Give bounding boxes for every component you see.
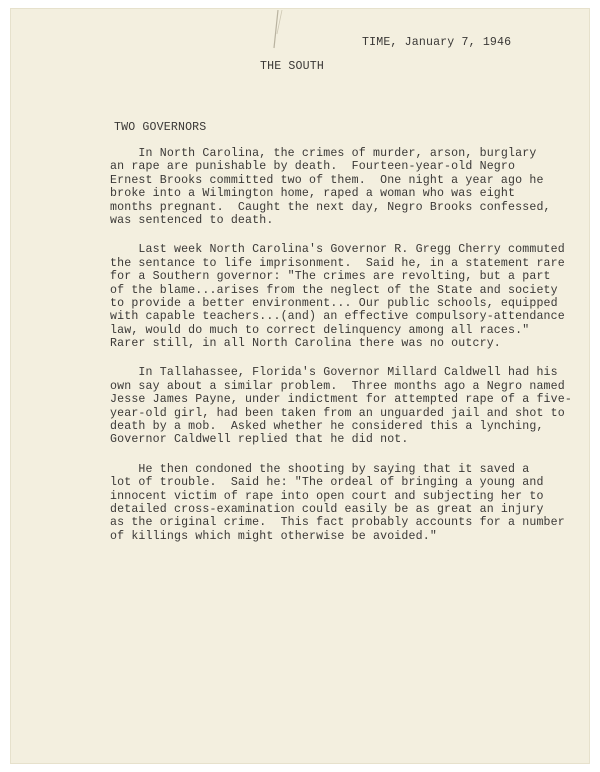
text-line: Governor Caldwell replied that he did not. bbox=[110, 433, 409, 447]
text-line: Ernest Brooks committed two of them. One night a year ago he bbox=[110, 173, 544, 187]
paragraph bbox=[110, 366, 570, 446]
text-line: as the original crime. This fact probably accounts for a number bbox=[110, 516, 565, 530]
text-line: to provide a better environment... Our public schools, equipped bbox=[110, 296, 558, 310]
paragraph bbox=[110, 463, 570, 543]
text-line: Rarer still, in all North Carolina there was no outcry. bbox=[110, 337, 501, 351]
typed-page bbox=[10, 8, 590, 764]
text-line: an rape are punishable by death. Fourteen-year-old Negro bbox=[110, 160, 516, 174]
text-line: innocent victim of rape into open court and subjecting her to bbox=[110, 489, 544, 503]
dateline: TIME, January 7, 1946 bbox=[362, 36, 512, 49]
text-line: Jesse James Payne, under indictment for attempted rape of a five- bbox=[110, 393, 572, 407]
text-line: was sentenced to death. bbox=[110, 213, 274, 227]
text-line: broke into a Wilmington home, raped a woman who was eight bbox=[110, 187, 516, 201]
text-line: own say about a similar problem. Three months ago a Negro named bbox=[110, 379, 565, 393]
article-body bbox=[110, 147, 570, 559]
text-line: detailed cross-examination could easily be as great an injury bbox=[110, 502, 544, 516]
paragraph bbox=[110, 147, 570, 227]
text-line: for a Southern governor: "The crimes are revolting, but a part bbox=[110, 270, 551, 284]
text-line: months pregnant. Caught the next day, Negro Brooks confessed, bbox=[110, 200, 551, 214]
text-line: year-old girl, had been taken from an unguarded jail and shot to bbox=[110, 406, 565, 420]
section-title: THE SOUTH bbox=[260, 60, 324, 73]
paragraph bbox=[110, 243, 570, 350]
text-line: of killings which might otherwise be avoided." bbox=[110, 529, 437, 543]
text-line: Last week North Carolina's Governor R. Gregg Cherry commuted bbox=[110, 243, 565, 257]
paper-fold-mark bbox=[264, 10, 290, 50]
text-line: lot of trouble. Said he: "The ordeal of bringing a young and bbox=[110, 476, 544, 490]
text-line: He then condoned the shooting by saying that it saved a bbox=[110, 462, 530, 476]
text-line: law, would do much to correct delinquency among all races." bbox=[110, 323, 530, 337]
article-heading: TWO GOVERNORS bbox=[114, 121, 207, 134]
text-line: with capable teachers...(and) an effective compulsory-attendance bbox=[110, 310, 565, 324]
text-line: of the blame...arises from the neglect of the State and society bbox=[110, 283, 558, 297]
text-line: In North Carolina, the crimes of murder, arson, burglary bbox=[110, 147, 537, 160]
text-line: the sentance to life imprisonment. Said he, in a statement rare bbox=[110, 256, 565, 270]
text-line: death by a mob. Asked whether he considered this a lynching, bbox=[110, 420, 544, 434]
text-line: In Tallahassee, Florida's Governor Millard Caldwell had his bbox=[110, 366, 558, 380]
